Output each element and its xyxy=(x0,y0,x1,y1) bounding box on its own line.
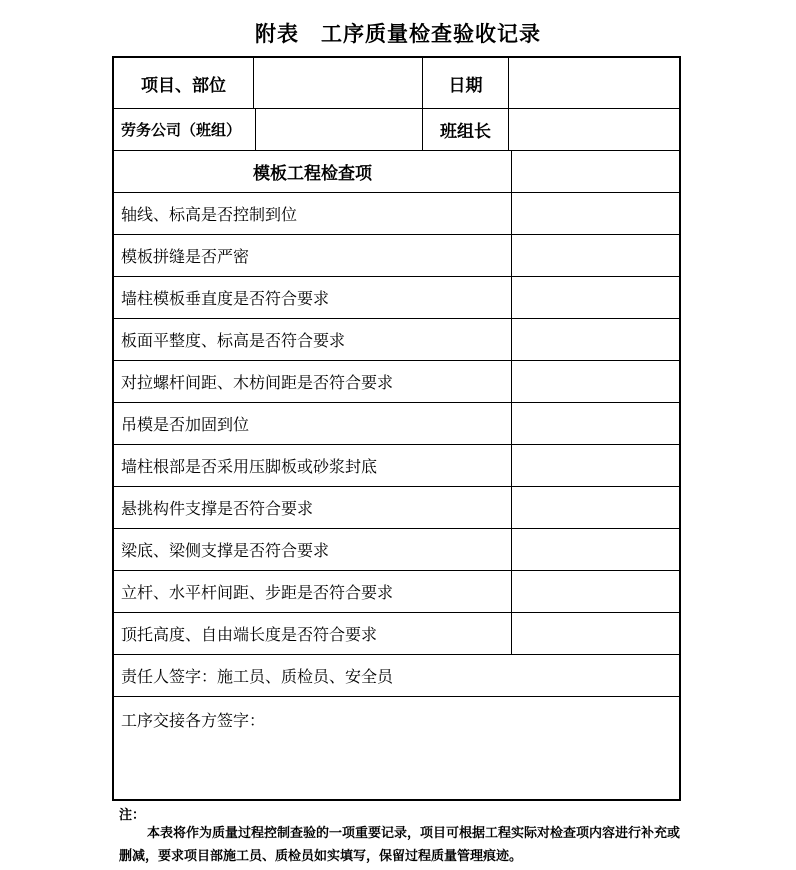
inspection-item: 梁底、梁侧支撑是否符合要求 xyxy=(121,541,330,560)
inspection-heading-result xyxy=(512,151,679,192)
inspection-result-field[interactable] xyxy=(512,361,679,402)
inspection-item: 墙柱根部是否采用压脚板或砂浆封底 xyxy=(121,457,378,476)
leader-value-field[interactable] xyxy=(509,109,679,150)
project-value-field[interactable] xyxy=(254,58,422,108)
inspection-item: 轴线、标高是否控制到位 xyxy=(121,205,298,224)
inspection-item: 顶托高度、自由端长度是否符合要求 xyxy=(121,625,378,644)
leader-label: 班组长 xyxy=(440,122,491,142)
page-title xyxy=(0,18,796,48)
inspection-result-field[interactable] xyxy=(512,445,679,486)
company-value-field[interactable] xyxy=(256,109,422,150)
inspection-item: 板面平整度、标高是否符合要求 xyxy=(121,331,346,350)
inspection-item: 悬挑构件支撑是否符合要求 xyxy=(121,499,314,518)
inspection-result-field[interactable] xyxy=(512,613,679,654)
date-value-field[interactable] xyxy=(509,58,679,108)
inspection-result-field[interactable] xyxy=(512,319,679,360)
inspection-result-field[interactable] xyxy=(512,403,679,444)
inspection-item: 对拉螺杆间距、木枋间距是否符合要求 xyxy=(121,373,394,392)
inspection-result-field[interactable] xyxy=(512,235,679,276)
inspection-result-field[interactable] xyxy=(512,529,679,570)
inspection-form xyxy=(112,56,681,801)
note-label: 注： xyxy=(119,808,146,823)
inspection-result-field[interactable] xyxy=(512,487,679,528)
inspection-item: 吊模是否加固到位 xyxy=(121,415,250,434)
title-prefix: 附表 xyxy=(255,22,299,46)
handover-signature[interactable]: 工序交接各方签字： xyxy=(121,710,266,730)
inspection-item: 立杆、水平杆间距、步距是否符合要求 xyxy=(121,583,394,602)
note-text: 本表将作为质量过程控制查验的一项重要记录，项目可根据工程实际对检查项内容进行补充或删减，要求项目部施工员、质检员如实填写，保留过程质量管理痕迹。 xyxy=(119,826,681,864)
inspection-item: 墙柱模板垂直度是否符合要求 xyxy=(121,289,330,308)
inspection-result-field[interactable] xyxy=(512,571,679,612)
inspection-item: 模板拼缝是否严密 xyxy=(121,247,250,266)
responsible-signature[interactable]: 责任人签字：施工员、质检员、安全员 xyxy=(121,667,394,686)
inspection-heading: 模板工程检查项 xyxy=(253,164,372,184)
inspection-result-field[interactable] xyxy=(512,193,679,234)
title-main: 工序质量检查验收记录 xyxy=(321,22,541,46)
date-label: 日期 xyxy=(448,75,483,96)
inspection-result-field[interactable] xyxy=(512,277,679,318)
project-label: 项目、部位 xyxy=(141,75,226,96)
company-label: 劳务公司（班组） xyxy=(121,121,242,139)
